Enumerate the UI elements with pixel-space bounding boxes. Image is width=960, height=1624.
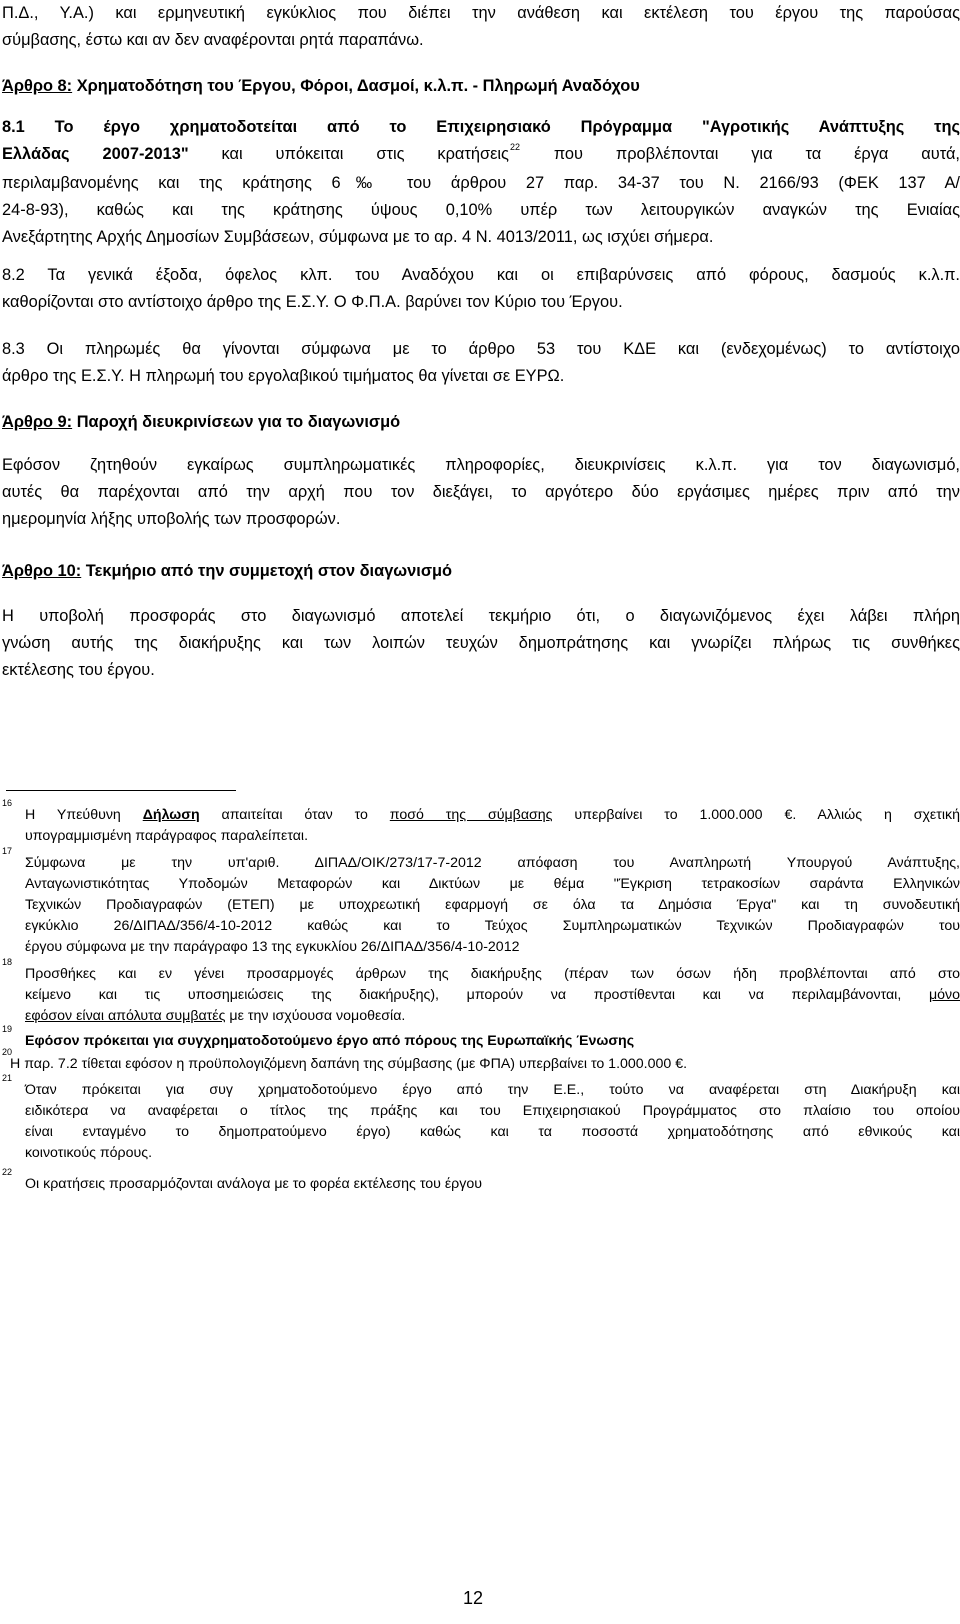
intro-paragraph: Π.Δ., Υ.Α.) και ερμηνευτική εγκύκλιος που διέπει την ανάθεση και εκτέλεση του έργου της παρούσας σύμβασης, έστω και αν δεν αναφέρονται ρητά παραπάνω. — [2, 4, 960, 49]
article-9-paragraph: Εφόσον ζητηθούν εγκαίρως συμπληρωματικές πληροφορίες, διευκρινίσεις κ.λ.π. για τον διαγωνισμό, αυτές θα παρέχονται από την αρχή που τον διεξάγει, το αργότερο δύο εργάσιμες ημέρες πριν από την ημερομηνία λήξης υποβολής των προσφορών. — [2, 456, 960, 528]
article-10-heading — [2, 559, 452, 583]
document-page: Π.Δ., Υ.Α.) και ερμηνευτική εγκύκλιος που διέπει την ανάθεση και εκτέλεση του έργου της παρούσας σύμβασης, έστω και αν δεν αναφέρονται ρητά παραπάνω. Άρθρο 8: Χρηματοδότηση του Έργου, Φόροι, Δασμοί, κ.λ.π. - Πληρωμή Αναδόχου 8.1 Το έργο χρηματοδοτείται από το Επιχειρησιακό Πρόγραμμα "Αγροτικής Ανάπτυξης της Ελλάδας 2007-2013" και υπόκειται στις κρατήσεις$^{22}$ που προβλέπονται για τα έργα αυτά, περιλαμβανομένης και της κράτησης 6‰ του άρθρου 27 παρ. 34-37 του Ν. 2166/93 (ΦΕΚ 137 Α/ 24-8-93), καθώς και της κράτησης ύψους 0,10% υπέρ των λειτουργικών αναγκών της Ενιαίας Ανεξάρτητης Αρχής Δημοσίων Συμβάσεων, σύμφωνα με το αρ. 4 Ν. 4013/2011, ως ισχύει σήμερα. 8.2 Τα γενικά έξοδα, όφελος κλπ. του Αναδόχου και οι επιβαρύνσεις από φόρους, δασμούς κ.λ.π. καθορίζονται στο αντίστοιχο άρθρο της Ε.Σ.Υ. Ο Φ.Π.Α. βαρύνει τον Κύριο του Έργου. 8.3 Οι πληρωμές θα γίνονται σύμφωνα με το άρθρο 53 του ΚΔΕ και (ενδεχομένως) το αντίστοιχο άρθρο της Ε.Σ.Υ. Η πληρωμή του εργολαβικού τιμήματος θα γίνεται σε ΕΥΡΩ. Άρθρο 9: Παροχή διευκρινίσεων για το διαγωνισμό Εφόσον ζητηθούν εγκαίρως συμπληρωματικές πληροφορίες, διευκρινίσεις κ.λ.π. για τον διαγωνισμό, αυτές θα παρέχονται από την αρχή που τον διεξάγει, το αργότερο δύο εργάσιμες ημέρες πριν από την ημερομηνία λήξης υποβολής των προσφορών. Άρθρο 10: Τεκμήριο από την συμμετοχή στον διαγωνισμό Η υποβολή προσφοράς στο διαγωνισμό αποτελεί τεκμήριο ότι, ο διαγωνιζόμενος έχει λάβει πλήρη γνώση αυτής της διακήρυξης και των λοιπών τευχών δημοπράτησης και γνωρίζει πλήρως τις συνθήκες εκτέλεσης του έργου. 16 Η Υπεύθυνη Δήλωση απαιτείται όταν το ποσό της σύμβασης υπερβαίνει το 1.000.000 €. Αλλιώς η σχετική υπογραμμισμένη παράγραφος παραλείπεται. 17 Σύμφωνα με την υπ'αριθ. ΔΙΠΑΔ/ΟΙΚ/273/17-7-2012 απόφαση του Αναπληρωτή Υπουργού Ανάπτυξης, Ανταγωνιστικότητας Υποδομών Μεταφορών και Δικτύων με θέμα "Έγκριση τετρακοσίων σαράντα Ελληνικών Τεχνικών Προδιαγραφών (ΕΤΕΠ) με υποχρεωτική εφαρμογή σε όλα τα Δημόσια Έργα" και τη συνοδευτική εγκύκλιο 26/ΔΙΠΑΔ/356/4-10-2012 καθώς και το Τεύχος Συμπληρωματικών Τεχνικών Προδιαγραφών του έργου σύμφωνα με την παράγραφο 13 της εγκυκλίου 26/ΔΙΠΑΔ/356/4-10-2012 18 Προσθήκες και εν γένει προσαρμογές άρθρων της διακήρυξης (πέραν των όσων ήδη προβλέπονται από στο κείμενο και τις υποσημειώσεις της διακήρυξης), μπορούν να προστίθενται και να περιλαμβάνονται, μόνο εφόσον είναι απόλυτα συμβατές με την ισχύουσα νομοθεσία. 19 Εφόσον πρόκειται για συγχρηματοδοτούμενο έργο από πόρους της Ευρωπαϊκής Ένωσης 20 Η παρ. 7.2 τίθεται εφόσον η προϋπολογιζόμενη δαπάνη της σύμβασης (με ΦΠΑ) υπερβαίνει το 1.000.000 €. 21 Όταν πρόκειται για συγ χρηματοδοτούμενο έργο από την Ε.Ε., τούτο να αναφέρεται στη Διακήρυξη και ειδικότερα να αναφέρεται ο τίτλος της πράξης και του Επιχειρησιακού Προγράμματος στο πλαίσιο του οποίου είναι ενταγμένο το δημοπρατούμενο έργο) καθώς και τα ποσοστά χρηματοδότησης από εθνικούς και κοινοτικούς πόρους. 22 Οι κρατήσεις προσαρμόζονται ανάλογα με το φορέα εκτέλεσης του έργου 12 — [0, 0, 960, 1624]
article-8-label: Άρθρο 8: — [2, 77, 73, 95]
article-9-title: Παροχή διευκρινίσεων για το διαγωνισμό — [76, 413, 401, 431]
footnote-number: 21 — [2, 1073, 13, 1083]
article-10-paragraph: Η υποβολή προσφοράς στο διαγωνισμό αποτελεί τεκμήριο ότι, ο διαγωνιζόμενος έχει λάβει πλήρη γνώση αυτής της διακήρυξης και των λοιπών τευχών δημοπράτησης και γνωρίζει πλήρως τις συνθήκες εκτέλεσης του έργου. — [2, 607, 960, 679]
paragraph-8-2: 8.2 Τα γενικά έξοδα, όφελος κλπ. του Αναδόχου και οι επιβαρύνσεις από φόρους, δασμούς κ.λ.π. καθορίζονται στο αντίστοιχο άρθρο της Ε.Σ.Υ. Ο Φ.Π.Α. βαρύνει τον Κύριο του Έργου. — [2, 266, 960, 311]
page-number: 12 — [463, 1588, 484, 1608]
article-9-heading — [2, 410, 400, 434]
footnote-separator — [6, 790, 236, 791]
footnote-ref-22: 22 — [509, 142, 520, 152]
footnote-number: 22 — [2, 1167, 13, 1177]
footnote-number: 16 — [2, 798, 13, 808]
paragraph-8-3: 8.3 Οι πληρωμές θα γίνονται σύμφωνα με το άρθρο 53 του ΚΔΕ και (ενδεχομένως) το αντίστοιχο άρθρο της Ε.Σ.Υ. Η πληρωμή του εργολαβικού τιμήματος θα γίνεται σε ΕΥΡΩ. — [2, 340, 960, 385]
paragraph-8-1: 8.1 Το έργο χρηματοδοτείται από το Επιχειρησιακό Πρόγραμμα "Αγροτικής Ανάπτυξης της Ελλάδας 2007-2013" και υπόκειται στις κρατήσεις$^{22}$ που προβλέπονται για τα έργα αυτά, περιλαμβανομένης και της κράτησης 6‰ του άρθρου 27 παρ. 34-37 του Ν. 2166/93 (ΦΕΚ 137 Α/ 24-8-93), καθώς και της κράτησης ύψους 0,10% υπέρ των λειτουργικών αναγκών της Ενιαίας Ανεξάρτητης Αρχής Δημοσίων Συμβάσεων, σύμφωνα με το αρ. 4 Ν. 4013/2011, ως ισχύει σήμερα. — [2, 118, 960, 246]
article-10-title: Τεκμήριο από την συμμετοχή στον διαγωνισμό — [85, 562, 453, 580]
footnote-number: 18 — [2, 957, 13, 967]
footnote-number: 20 — [2, 1047, 13, 1057]
article-10-label: Άρθρο 10: — [2, 562, 82, 580]
article-8-heading — [2, 74, 640, 98]
article-9-label: Άρθρο 9: — [2, 413, 73, 431]
footnote-number: 17 — [2, 846, 13, 856]
article-8-title: Χρηματοδότηση του Έργου, Φόροι, Δασμοί, κ.λ.π. - Πληρωμή Αναδόχου — [76, 77, 640, 95]
footnote-number: 19 — [2, 1024, 13, 1034]
